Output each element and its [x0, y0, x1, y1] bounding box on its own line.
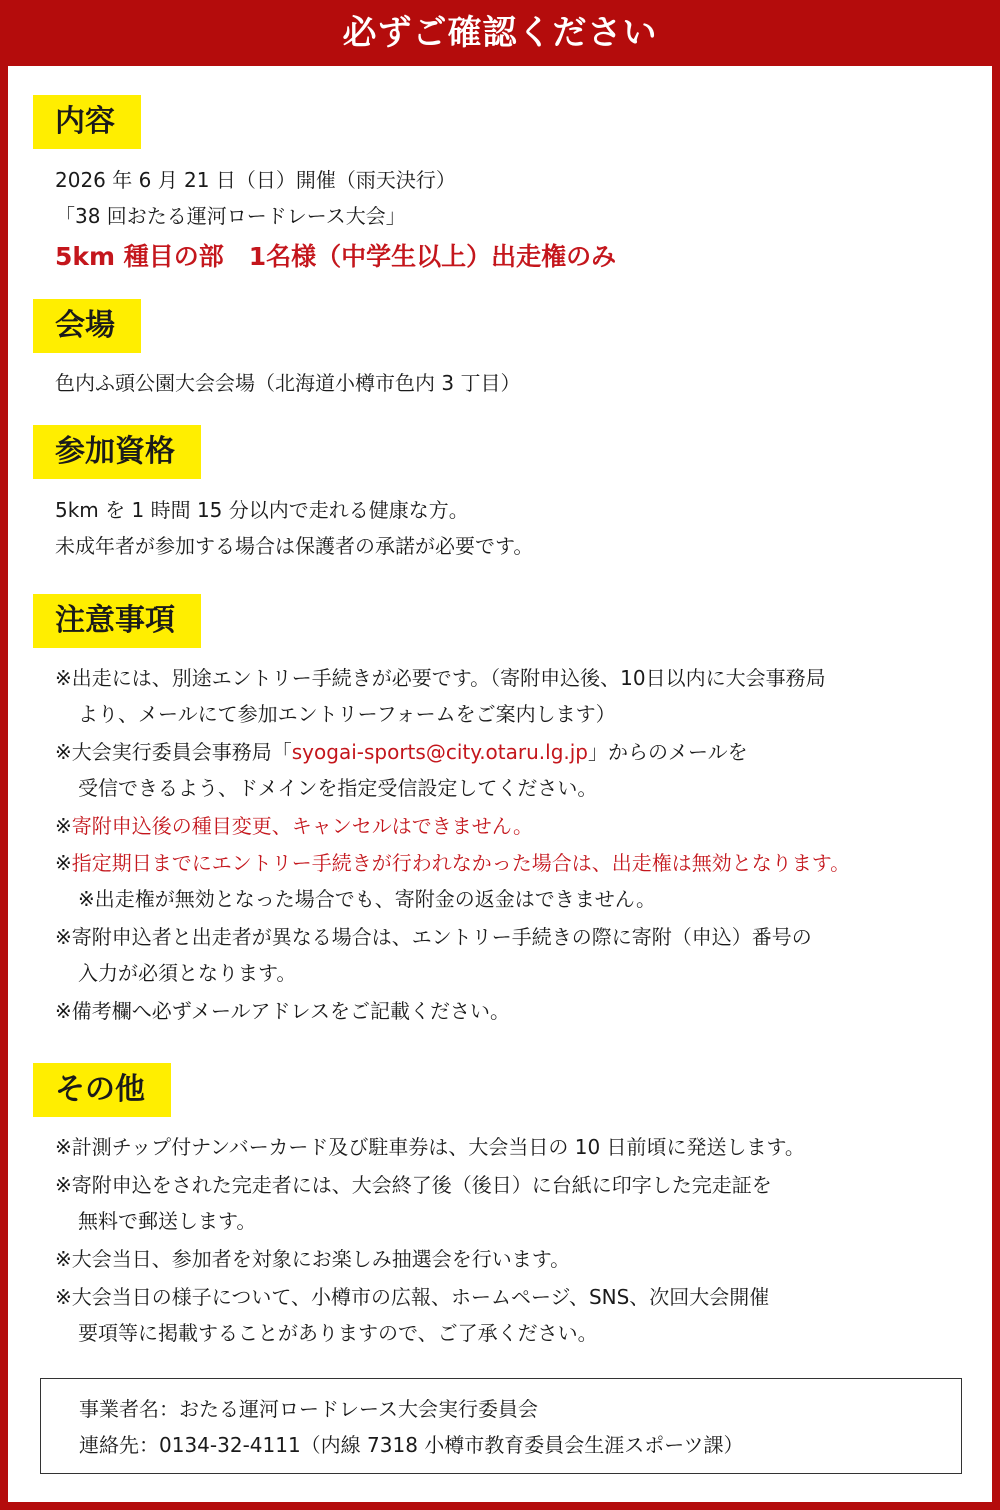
other-publicity-line-1: ※大会当日の様子について、小樽市の広報、ホームページ、SNS、次回大会開催 — [55, 1285, 770, 1309]
note-no-cancel-text: 寄附申込後の種目変更、キャンセルはできません。 — [71, 814, 533, 838]
note-deadline-text: 指定期日までにエントリー手続きが行われなかった場合は、出走権は無効となります。 — [71, 851, 851, 875]
section-heading-eligibility: 参加資格 — [33, 425, 201, 479]
note-entry-line-1: ※出走には、別途エントリー手続きが必要です。（寄附申込後、10日以内に大会事務局 — [55, 666, 826, 690]
operator-contact: 連絡先：0134-32-4111（内線 7318 小樽市教育委員会生涯スポーツ課） — [79, 1433, 744, 1457]
note-mark: ※ — [55, 851, 72, 875]
note-donor-line-1: ※寄附申込者と出走者が異なる場合は、エントリー手続きの際に寄附（申込）番号の — [55, 925, 812, 949]
operator-info-box — [40, 1378, 962, 1474]
page-title: 必ずご確認ください — [0, 0, 1000, 66]
note-donor-line-2: 入力が必須となります。 — [78, 961, 297, 985]
other-certificate-line-2: 無料で郵送します。 — [78, 1209, 257, 1233]
section-heading-notes: 注意事項 — [33, 594, 201, 648]
content-event-name: 「38 回おたる運河ロードレース大会」 — [55, 204, 406, 228]
note-deadline — [55, 849, 850, 877]
section-heading-content: 内容 — [33, 95, 141, 149]
note-email-remark: ※備考欄へ必ずメールアドレスをご記載ください。 — [55, 999, 510, 1023]
note-email-prefix: ※大会実行委員会事務局「 — [55, 740, 292, 764]
other-publicity-line-2: 要項等に掲載することがありますので、ご了承ください。 — [78, 1321, 598, 1345]
note-mark: ※ — [55, 814, 72, 838]
note-email-suffix: 」からのメールを — [588, 740, 748, 764]
content-highlight: 5km 種目の部 1名様（中学生以上）出走権のみ — [55, 242, 617, 271]
section-heading-venue: 会場 — [33, 299, 141, 353]
other-lottery: ※大会当日、参加者を対象にお楽しみ抽選会を行います。 — [55, 1247, 571, 1271]
note-email-line-1 — [55, 738, 748, 766]
other-certificate-line-1: ※寄附申込をされた完走者には、大会終了後（後日）に台紙に印字した完走証を — [55, 1173, 772, 1197]
eligibility-line-2: 未成年者が参加する場合は保護者の承諾が必要です。 — [55, 534, 534, 558]
note-no-cancel — [55, 812, 533, 840]
content-date: 2026 年 6 月 21 日（日）開催（雨天決行） — [55, 168, 456, 192]
note-email-line-2: 受信できるよう、ドメインを指定受信設定してください。 — [78, 776, 598, 800]
venue-address: 色内ふ頭公園大会会場（北海道小樽市色内 3 丁目） — [55, 371, 521, 395]
contact-email-link[interactable]: syogai-sports@city.otaru.lg.jp — [291, 740, 589, 764]
note-entry-line-2: より、メールにて参加エントリーフォームをご案内します） — [78, 702, 616, 726]
other-shipping: ※計測チップ付ナンバーカード及び駐車券は、大会当日の 10 日前頃に発送します。 — [55, 1135, 805, 1159]
eligibility-line-1: 5km を 1 時間 15 分以内で走れる健康な方。 — [55, 498, 469, 522]
section-heading-other: その他 — [33, 1063, 171, 1117]
note-no-refund: ※出走権が無効となった場合でも、寄附金の返金はできません。 — [78, 887, 656, 911]
operator-name: 事業者名：おたる運河ロードレース大会実行委員会 — [79, 1397, 538, 1421]
